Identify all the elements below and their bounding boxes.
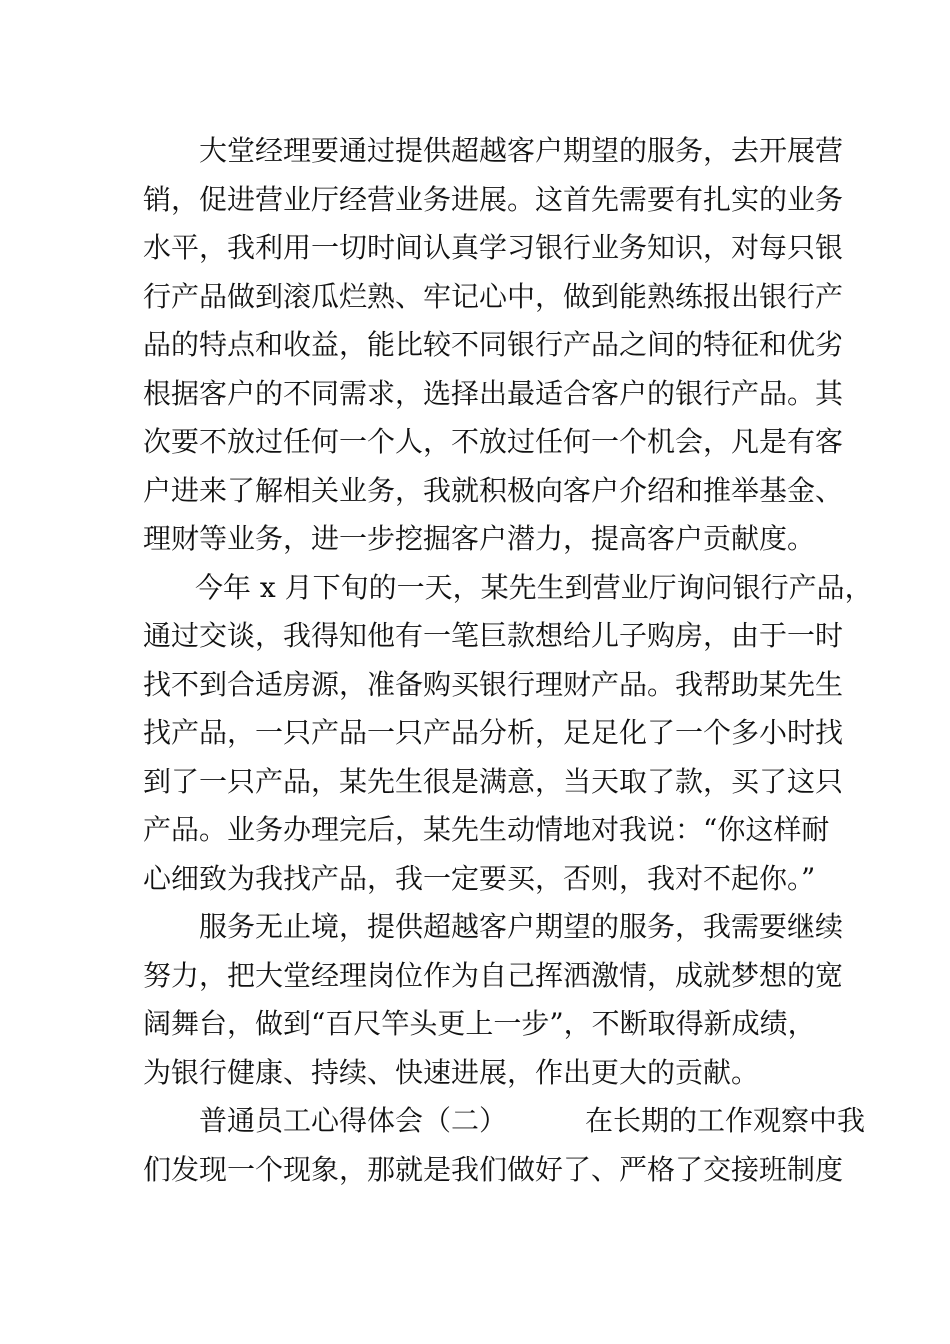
text-fragment: 在长期的工作观察中我 (585, 1104, 866, 1137)
text-line: 阔舞台，做到“百尺竿头更上一步”，不断取得新成绩， (143, 1007, 816, 1040)
text-line: 次要不放过任何一个人，不放过任何一个机会，凡是有客 (143, 425, 844, 458)
text-line: 们发现一个现象，那就是我们做好了、严格了交接班制度 (143, 1152, 844, 1186)
paragraph-3 (143, 903, 844, 1097)
text-line: 服务无止境，提供超越客户期望的服务，我需要继续 (199, 910, 844, 943)
paragraph-2 (143, 564, 873, 904)
text-line: 品的特点和收益，能比较不同银行产品之间的特征和优劣 (143, 328, 844, 361)
text-line: 通过交谈，我得知他有一笔巨款想给儿子购房，由于一时 (143, 619, 844, 652)
text-line: 努力，把大堂经理岗位作为自己挥洒激情，成就梦想的宽 (143, 958, 844, 992)
text-line: 销，促进营业厅经营业务进展。这首先需要有扎实的业务 (143, 182, 844, 216)
text-line: 大堂经理要通过提供超越客户期望的服务，去开展营 (199, 134, 844, 167)
section-heading-line (143, 1097, 866, 1146)
paragraph-1 (143, 127, 844, 564)
text-line: 找不到合适房源，准备购买银行理财产品。我帮助某先生 (143, 667, 844, 701)
text-line: 水平，我利用一切时间认真学习银行业务知识，对每只银 (143, 231, 844, 264)
text-line: 根据客户的不同需求，选择出最适合客户的银行产品。其 (143, 376, 844, 410)
section-heading: 普通员工心得体会（二） (199, 1104, 508, 1137)
text-line: 产品。业务办理完后，某先生动情地对我说：“你这样耐 (143, 813, 830, 846)
text-line: 到了一只产品，某先生很是满意，当天取了款，买了这只 (143, 764, 844, 798)
text-line: 为银行健康、持续、快速进展，作出更大的贡献。 (143, 1055, 760, 1089)
text-line: 理财等业务，进一步挖掘客户潜力，提高客户贡献度。 (143, 522, 816, 555)
text-line: 心细致为我找产品，我一定要买，否则，我对不起你。” (143, 861, 816, 895)
paragraph-4 (143, 1097, 866, 1194)
text-line: 找产品，一只产品一只产品分析，足足化了一个多小时找 (143, 716, 844, 749)
text-line: 户进来了解相关业务，我就积极向客户介绍和推举基金、 (143, 473, 844, 507)
document-body (143, 127, 873, 1194)
text-line: 行产品做到滚瓜烂熟、牢记心中，做到能熟练报出银行产 (143, 279, 844, 313)
text-line: 今年 x 月下旬的一天，某先生到营业厅询问银行产品， (195, 570, 873, 604)
